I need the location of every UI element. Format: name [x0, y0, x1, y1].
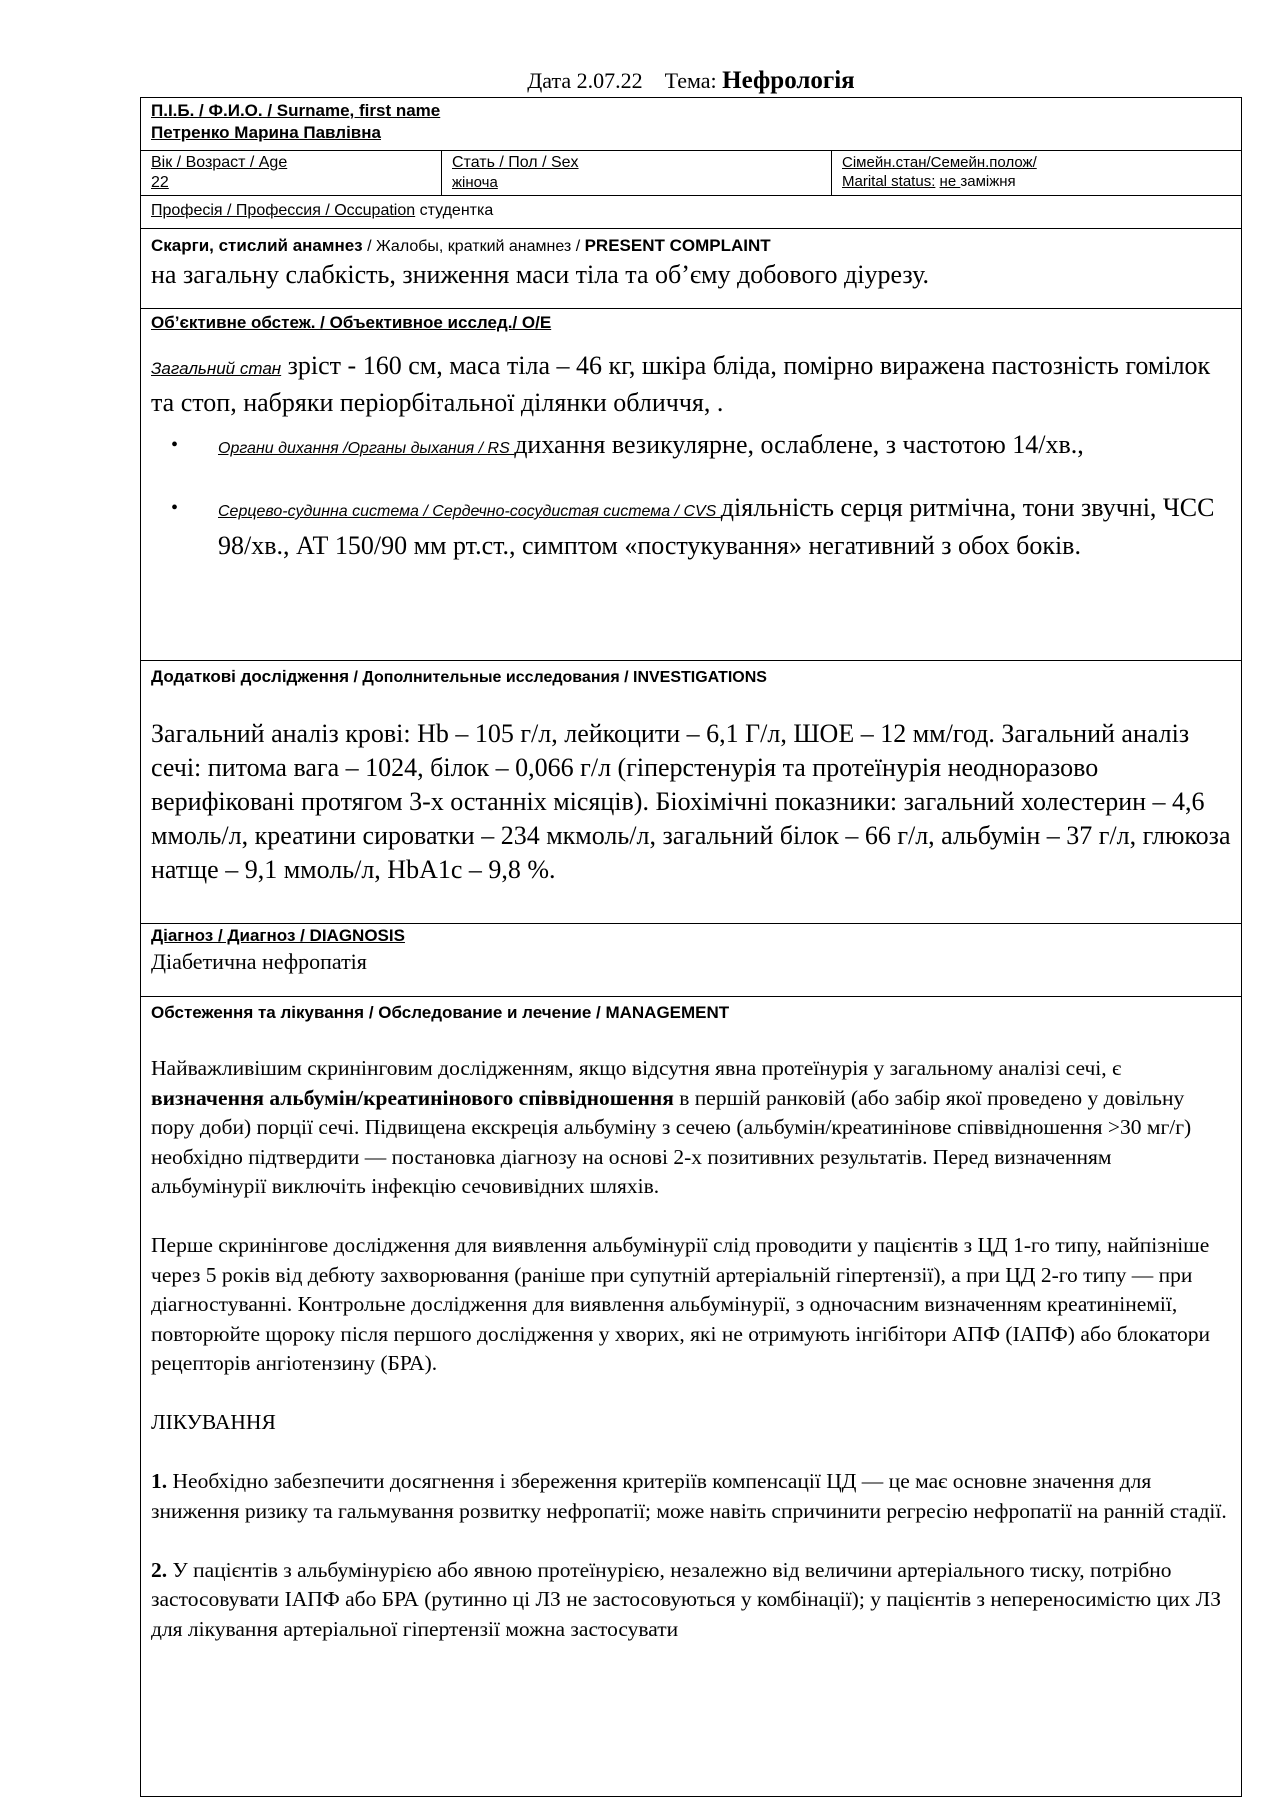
investigations-label-rest: / Дополнительные исследования / INVESTIGATIONS: [349, 669, 767, 686]
management-p1-end: в першій ранковій (або забір якої проведено у довільну пору доби) порції сечі. Підвищена екскреція альбуміну з сечею (альбумін/креатинінове співвідношення >30 мг/г) необхідно підтвердити — постановка діагнозу на основі 2-х позитивних результатів. Перед визначенням альбумінурії виключіть інфекцію сечовивідних шляхів.: [151, 1085, 1192, 1198]
management-text: [151, 1054, 1231, 1644]
objective-section: [141, 309, 1241, 661]
general-state-label: Загальний стан: [151, 359, 282, 378]
complaints-label-rest: / Жалобы, краткий анамнез /: [362, 238, 585, 255]
respiratory-text: дихання везикулярне, ослаблене, з частотою 14/хв.,: [514, 430, 1084, 459]
name-label: П.І.Б. / Ф.И.О. / Surname, first name: [151, 101, 441, 120]
occupation-label: Професія / Профессия / Occupation: [151, 202, 416, 219]
complaints-section: [141, 229, 1241, 309]
diagnosis-section: [141, 924, 1241, 997]
treatment-item-1: [151, 1467, 1231, 1526]
investigations-section: [141, 661, 1241, 924]
marital-label: Сімейн.стан/Семейн.полож/: [842, 154, 1037, 171]
management-paragraph-1: [151, 1054, 1231, 1202]
occupation-value: студентка: [419, 202, 494, 219]
cardiovascular-text: діяльність серця ритмічна, тони звучні, ЧСС 98/хв., АТ 150/90 мм рт.ст., симптом «постукування» негативний з обох боків.: [218, 493, 1215, 560]
treatment-item-1-text: Необхідно забезпечити досягнення і збереження критеріїв компенсації ЦД — це має основне значення для зниження ризику та гальмування розвитку нефропатії; може навіть спричинити регресію нефропатії на ранній стадії.: [151, 1469, 1227, 1523]
respiratory-label: Органи дихання /Органы дыхания / RS: [218, 440, 515, 457]
treatment-item-2-text: У пацієнтів з альбумінурією або явною протеїнурією, незалежно від величини артеріального тиску, потрібно застосовувати ІАПФ або БРА (рутинно ці ЛЗ не застосовуються у комбінації); у пацієнтів з непереносимістю цих ЛЗ для лікування артеріальної гіпертензії можна застосувати: [151, 1557, 1222, 1641]
bullet-icon: •: [171, 497, 179, 519]
investigations-label-bold: Додаткові дослідження: [151, 667, 350, 686]
complaints-label: [151, 235, 1231, 258]
cardiovascular-item: [141, 491, 1241, 563]
bullet-icon: •: [171, 434, 179, 456]
occupation-row: [141, 196, 1241, 229]
general-state: [141, 349, 1241, 420]
document-header: [140, 66, 1242, 96]
marital-value: заміжня: [960, 173, 1016, 190]
management-section: [141, 997, 1241, 1796]
date-value: 2.07.22: [576, 68, 643, 93]
demographics-row: [141, 151, 1241, 196]
patient-record-table: [140, 97, 1242, 1797]
sex-label: Стать / Пол / Sex: [452, 154, 579, 171]
treatment-item-1-num: 1.: [151, 1469, 168, 1493]
diagnosis-text: Діабетична нефропатія: [151, 949, 367, 974]
name-value: Петренко Марина Павлівна: [151, 123, 381, 142]
marital-label-2: Marital status:: [842, 173, 936, 190]
name-section: [141, 98, 1241, 151]
age-label: Вік / Возраст / Age: [151, 154, 288, 171]
treatment-heading: ЛІКУВАННЯ: [151, 1410, 276, 1434]
marital-cell: [832, 151, 1241, 195]
management-label: Обстеження та лікування / Обследование и лечение / MANAGEMENT: [151, 1003, 730, 1022]
topic-label: Тема:: [664, 68, 717, 93]
management-paragraph-2: Перше скринінгове дослідження для виявлення альбумінурії слід проводити у пацієнтів з ЦД 1-го типу, найпізніше через 5 років від дебюту захворювання (раніше при супутній артеріальній гіпертензії), а при ЦД 2-го типу — при діагностуванні. Контрольне дослідження для виявлення альбумінурії, з одночасним визначенням креатинінемії, повторюйте щороку після першого дослідження у хворих, які не отримують інгібітори АПФ (ІАПФ) або блокатори рецепторів ангіотензину (БРА).: [151, 1233, 1211, 1375]
complaints-label-end: PRESENT COMPLAINT: [584, 236, 771, 255]
diagnosis-label: Діагноз / Диагноз / DIAGNOSIS: [151, 926, 405, 945]
sex-cell: [442, 151, 832, 195]
investigations-label: [151, 666, 1231, 689]
complaints-label-bold: Скарги, стислий анамнез: [151, 236, 363, 255]
management-p1-start: Найважливішим скринінговим дослідженням, якщо відсутня явна протеїнурія у загальному аналізі сечі, є: [151, 1056, 1122, 1080]
marital-value-prefix: не: [939, 173, 961, 190]
management-p1-bold: визначення альбумін/креатинінового співвідношення: [151, 1085, 674, 1110]
age-cell: [141, 151, 442, 195]
sex-value: жіноча: [452, 174, 498, 191]
systems-list: [141, 428, 1241, 563]
date-label: Дата: [527, 68, 572, 93]
topic-value: Нефрологія: [722, 67, 855, 94]
age-value: 22: [151, 174, 169, 191]
cardiovascular-label: Серцево-судинна система / Сердечно-сосудистая система / CVS: [218, 503, 721, 520]
treatment-item-2-num: 2.: [151, 1557, 168, 1582]
complaints-text: на загальну слабкість, зниження маси тіла та об’єму добового діурезу.: [151, 260, 929, 289]
general-state-text: зріст - 160 см, маса тіла – 46 кг, шкіра бліда, помірно виражена пастозність гомілок та стоп, набряки періорбітальної ділянки обличчя, .: [151, 351, 1211, 417]
investigations-text: Загальний аналіз крові: Hb – 105 г/л, лейкоцити – 6,1 Г/л, ШОЕ – 12 мм/год. Загальний аналіз сечі: питома вага – 1024, білок – 0,066 г/л (гіперстенурія та протеїнурія неодноразово верифіковані протягом 3-х останніх місяців). Біохімічні показники: загальний холестерин – 4,6 ммоль/л, креатини сироватки – 234 мкмоль/л, загальний білок – 66 г/л, альбумін – 37 г/л, глюкоза натще – 9,1 ммоль/л, HbA1c – 9,8 %.: [151, 719, 1231, 884]
objective-label: Об’єктивне обстеж. / Объективное исслед./ O/E: [151, 313, 552, 332]
treatment-item-2: [151, 1556, 1231, 1645]
respiratory-item: [141, 428, 1241, 466]
